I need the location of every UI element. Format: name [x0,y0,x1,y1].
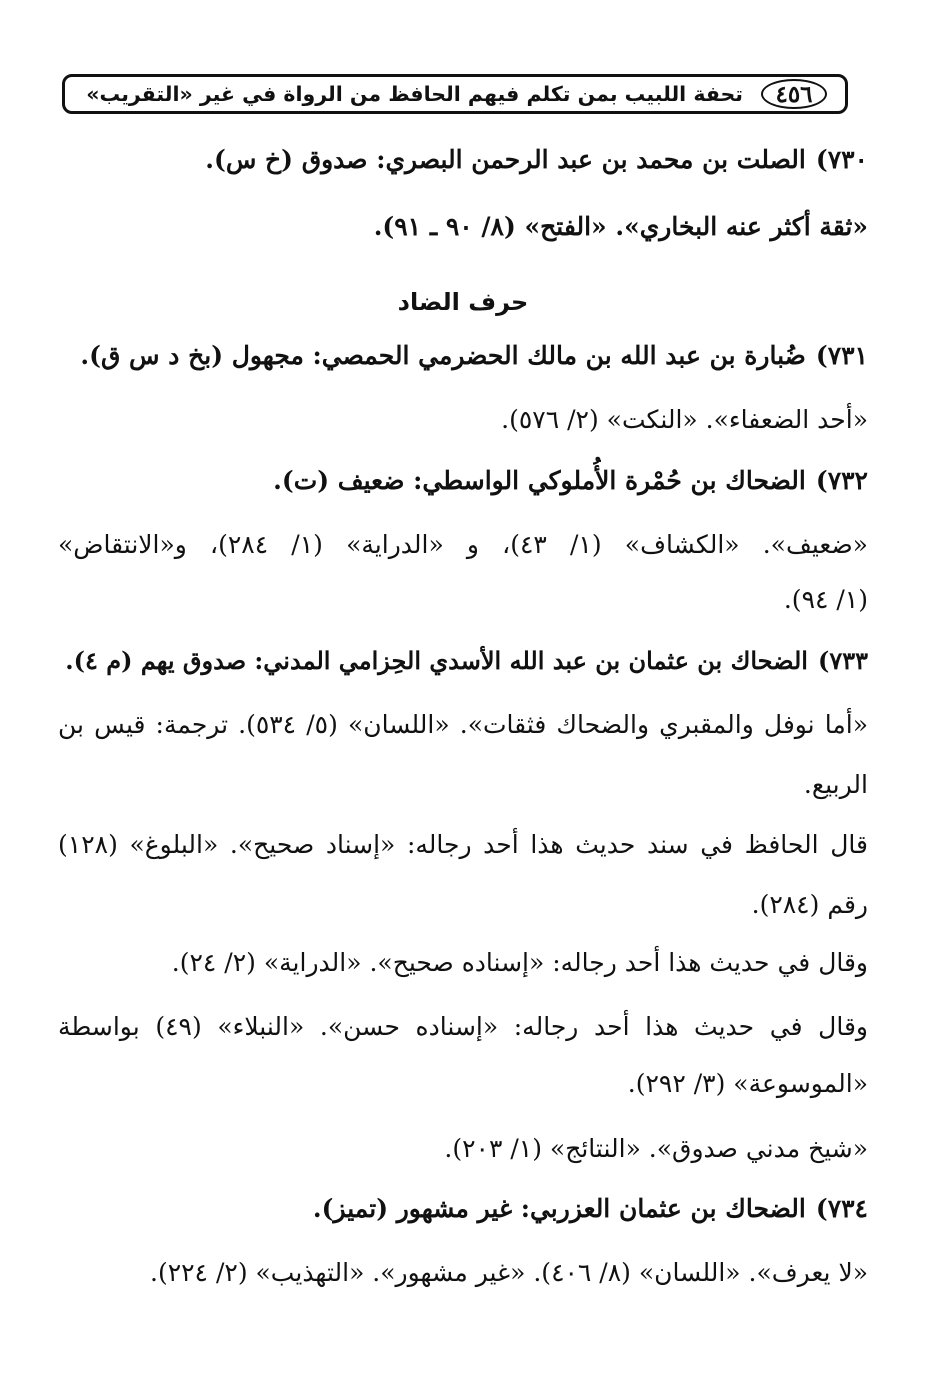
comment-line: «أما نوفل والمقبري والضحاك فثقات». «اللسان» (٥/ ٥٣٤). ترجمة: قيس بن [58,710,868,739]
entry-number: ٧٣٣) [817,646,868,675]
entry-732 [58,453,868,509]
comment-line: وقال في حديث هذا أحد رجاله: «إسناده صحيح». «الدراية» (٢/ ٢٤). [171,948,868,977]
comment-line-continued: (١/ ٩٤). [783,585,868,614]
entry-text: الضحاك بن عثمان بن عبد الله الأسدي الحِزامي المدني: صدوق يهم (م ٤). [65,646,808,675]
entry-text: الصلت بن محمد بن عبد الرحمن البصري: صدوق (خ س). [205,145,806,174]
page-number: ٤٥٦ [761,79,827,109]
running-header [62,74,848,114]
comment-line-continued: «الموسوعة» (٣/ ٢٩٢). [627,1069,868,1098]
section-heading: حرف الضاد [397,288,529,316]
entry-733 [58,633,868,689]
entry-730 [58,132,868,188]
comment-line: «ثقة أكثر عنه البخاري». «الفتح» (٨/ ٩٠ ـ ٩١). [373,212,868,241]
comment-line-continued: الربيع. [803,770,868,799]
entry-text: الضحاك بن عثمان العزربي: غير مشهور (تميز). [312,1194,806,1223]
entry-number: ٧٣٢) [815,466,868,495]
comment-line-continued: رقم (٢٨٤). [751,890,868,919]
entry-number: ٧٣١) [815,341,868,370]
comment-line: «لا يعرف». «اللسان» (٨/ ٤٠٦). «غير مشهور». «التهذيب» (٢/ ٢٢٤). [150,1258,868,1287]
comment-line: قال الحافظ في سند حديث هذا أحد رجاله: «إسناد صحيح». «البلوغ» (١٢٨) [58,830,868,859]
comment-line: «ضعيف». «الكشاف» (١/ ٤٣)، و «الدراية» (١/ ٢٨٤)، و«الانتقاض» [58,530,868,559]
entry-734 [58,1181,868,1237]
entry-number: ٧٣٠) [815,145,868,174]
entry-number: ٧٣٤) [815,1194,868,1223]
comment-line: وقال في حديث هذا أحد رجاله: «إسناده حسن». «النبلاء» (٤٩) بواسطة [58,1012,868,1041]
book-title: تحفة اللبيب بمن تكلم فيهم الحافظ من الرواة في غير «التقريب» [86,82,743,106]
entry-text: الضحاك بن حُمْرة الأُملوكي الواسطي: ضعيف (ت). [273,466,806,495]
comment-line: «أحد الضعفاء». «النكت» (٢/ ٥٧٦). [501,405,868,434]
comment-line: «شيخ مدني صدوق». «النتائج» (١/ ٢٠٣). [444,1134,868,1163]
entry-text: ضُبارة بن عبد الله بن مالك الحضرمي الحمصي: مجهول (بخ د س ق). [80,341,806,370]
entry-731 [58,328,868,384]
